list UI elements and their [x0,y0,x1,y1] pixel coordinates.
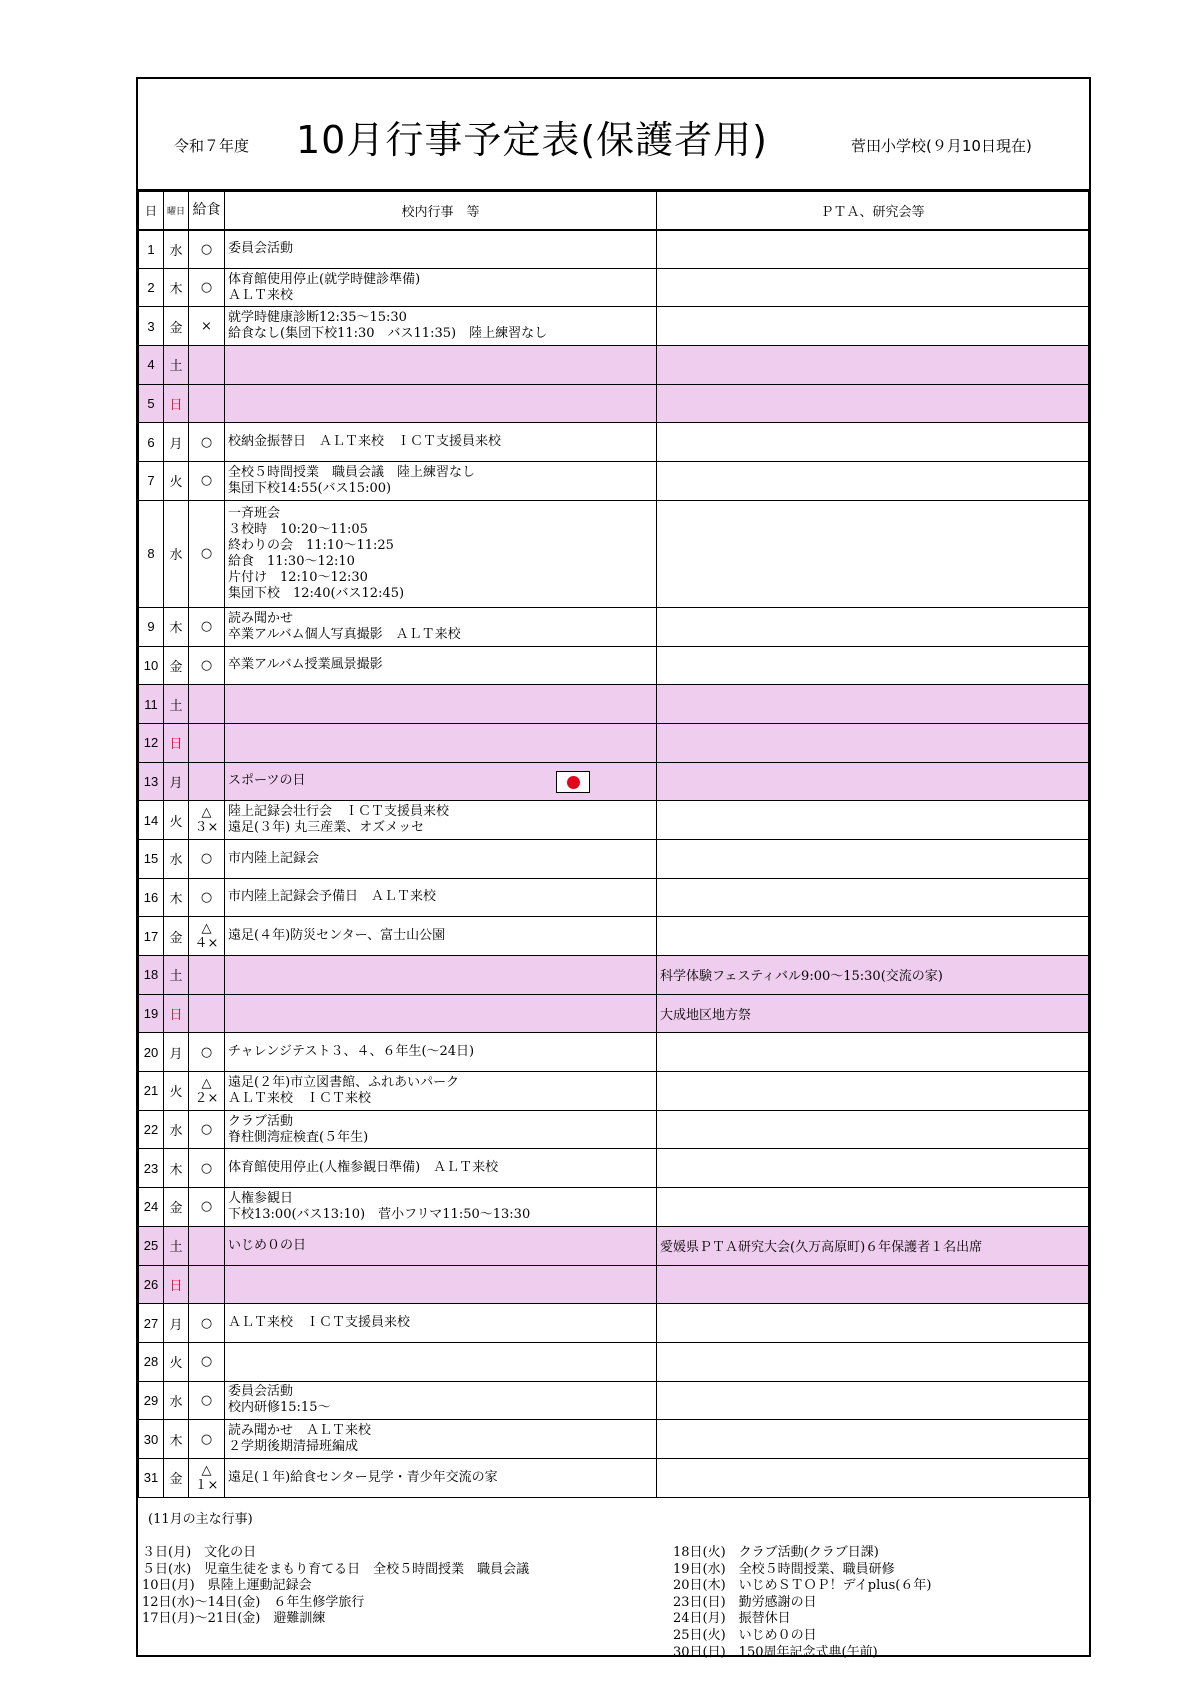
pta-cell [657,723,1089,762]
pta-cell [657,1420,1089,1459]
day-cell: 10 [139,646,164,685]
table-row [139,1342,1089,1381]
weekday-cell: 木 [164,878,189,917]
table-row [139,1458,1089,1497]
events-cell [225,685,657,724]
meal-mark: ２× [194,1090,219,1106]
table-row [139,307,1089,346]
events-cell [225,1188,657,1227]
event-line: 陸上記録会壮行会 ＩＣＴ支援員来校 [228,804,450,820]
meal-cell [189,839,225,878]
day-cell: 22 [139,1110,164,1149]
weekday-cell: 木 [164,1420,189,1459]
meal-mark: ○ [200,889,213,905]
pta-cell [657,917,1089,956]
table-row [139,956,1089,995]
weekday-cell: 水 [164,1381,189,1420]
event-line: ＡＬＴ来校 ＩＣＴ来校 [228,1090,372,1106]
day-cell: 20 [139,1033,164,1072]
meal-cell [189,1033,225,1072]
events-cell [225,994,657,1033]
table-row [139,1226,1089,1265]
november-item: 12日(水)～14日(金) ６年生修学旅行 [142,1594,365,1610]
events-cell [225,1033,657,1072]
pta-cell: 科学体験フェスティバル9:00～15:30(交流の家) [657,956,1089,995]
event-line: 給食 11:30～12:10 [228,553,355,569]
pta-cell [657,1458,1089,1497]
events-cell [225,1304,657,1343]
event-line: 遠足(３年) 丸三産業、オズメッセ [228,820,425,836]
event-line: 委員会活動 [228,241,294,257]
meal-cell [189,1458,225,1497]
weekday-cell: 水 [164,500,189,607]
weekday-cell: 火 [164,462,189,501]
table-row [139,1265,1089,1304]
meal-mark: ３× [194,820,219,836]
meal-mark: ○ [200,241,213,257]
pta-cell [657,839,1089,878]
pta-cell [657,1033,1089,1072]
col-events-header: 校内行事 等 [225,192,657,230]
table-row [139,268,1089,307]
events-cell [225,500,657,607]
table-row [139,723,1089,762]
pta-cell [657,423,1089,462]
meal-cell [189,878,225,917]
events-cell [225,723,657,762]
november-list-right [673,1545,931,1661]
meal-mark: ○ [200,1160,213,1176]
table-row [139,1110,1089,1149]
meal-mark: ○ [200,280,213,296]
meal-mark: ○ [200,1431,213,1447]
meal-mark: ○ [200,1354,213,1370]
events-cell [225,1072,657,1111]
weekday-cell: 金 [164,646,189,685]
meal-mark: △ [201,1462,212,1478]
event-line: 脊柱側湾症検査(５年生) [228,1129,369,1145]
events-cell [225,1381,657,1420]
events-cell [225,423,657,462]
meal-mark: ４× [194,936,219,952]
event-line: 遠足(１年)給食センター見学・青少年交流の家 [228,1469,498,1485]
meal-mark: １× [194,1477,219,1493]
pta-cell [657,384,1089,423]
day-cell: 14 [139,801,164,840]
meal-cell [189,1381,225,1420]
event-line: 委員会活動 [228,1384,294,1400]
meal-cell [189,1342,225,1381]
table-row [139,230,1089,269]
table-row [139,500,1089,607]
events-cell [225,1226,657,1265]
events-cell [225,462,657,501]
november-item: ５日(水) 児童生徒をまもり育てる日 全校５時間授業 職員会議 [142,1561,530,1577]
meal-cell [189,1188,225,1227]
weekday-cell: 日 [164,723,189,762]
pta-cell [657,1265,1089,1304]
meal-mark: ○ [200,1315,213,1331]
event-line: 市内陸上記録会 [228,850,320,866]
meal-cell [189,1420,225,1459]
november-item: 24日(月) 振替休日 [673,1611,791,1627]
weekday-cell: 土 [164,346,189,385]
table-row [139,1420,1089,1459]
pta-cell [657,1149,1089,1188]
meal-cell [189,346,225,385]
table-row [139,462,1089,501]
event-line: いじめ０の日 [228,1237,307,1253]
schedule-table [138,191,1089,1498]
pta-cell [657,1342,1089,1381]
day-cell: 19 [139,994,164,1033]
pta-cell [657,346,1089,385]
meal-mark: ○ [200,619,213,635]
events-cell [225,1420,657,1459]
day-cell: 1 [139,230,164,269]
meal-mark: × [201,318,212,334]
table-row [139,762,1089,801]
event-line: ＡＬＴ来校 [228,287,294,303]
events-cell [225,878,657,917]
november-item: 30日(日) 150周年記念式典(午前) [673,1644,878,1660]
event-line: 一斉班会 [228,505,281,521]
weekday-cell: 土 [164,685,189,724]
november-list-left [142,1545,529,1628]
day-cell: 16 [139,878,164,917]
day-cell: 8 [139,500,164,607]
day-cell: 17 [139,917,164,956]
weekday-cell: 水 [164,839,189,878]
col-meal-header: 給食 [189,192,225,230]
events-cell [225,801,657,840]
meal-cell [189,607,225,646]
pta-cell [657,685,1089,724]
col-weekday-header: 曜日 [164,192,189,230]
meal-mark: ○ [200,851,213,867]
day-cell: 30 [139,1420,164,1459]
day-cell: 24 [139,1188,164,1227]
events-cell [225,384,657,423]
page-title: 10月行事予定表(保護者用) [296,118,769,162]
table-row [139,1381,1089,1420]
event-line: 体育館使用停止(人権参観日準備) ＡＬＴ来校 [228,1160,499,1176]
day-cell: 26 [139,1265,164,1304]
japan-flag-icon [556,771,590,793]
pta-cell [657,230,1089,269]
day-cell: 28 [139,1342,164,1381]
pta-cell [657,500,1089,607]
november-item: 25日(火) いじめ０の日 [673,1627,817,1643]
event-line: チャレンジテスト３、４、６年生(～24日) [228,1044,475,1060]
day-cell: 5 [139,384,164,423]
november-item: 23日(日) 勤労感謝の日 [673,1594,817,1610]
meal-cell [189,1072,225,1111]
weekday-cell: 火 [164,1342,189,1381]
day-cell: 12 [139,723,164,762]
meal-cell [189,307,225,346]
meal-cell [189,723,225,762]
day-cell: 23 [139,1149,164,1188]
table-row [139,384,1089,423]
pta-cell: 大成地区地方祭 [657,994,1089,1033]
event-line: 卒業アルバム個人写真撮影 ＡＬＴ来校 [228,626,461,642]
weekday-cell: 火 [164,801,189,840]
event-line: クラブ活動 [228,1113,294,1129]
table-row [139,839,1089,878]
november-item: 19日(水) 全校５時間授業、職員研修 [673,1561,895,1577]
event-line: 校納金振替日 ＡＬＴ来校 ＩＣＴ支援員来校 [228,434,502,450]
event-line: 読み聞かせ [228,610,294,626]
event-line: ＡＬＴ来校 ＩＣＴ支援員来校 [228,1315,411,1331]
day-cell: 13 [139,762,164,801]
day-cell: 29 [139,1381,164,1420]
day-cell: 7 [139,462,164,501]
event-line: 遠足(４年)防災センター、富士山公園 [228,928,446,944]
event-line: 遠足(２年)市立図書館、ふれあいパーク [228,1074,460,1090]
pta-cell [657,878,1089,917]
meal-mark: ○ [200,1199,213,1215]
day-cell: 2 [139,268,164,307]
november-events [138,1505,1089,1660]
event-line: 市内陸上記録会予備日 ＡＬＴ来校 [228,889,437,905]
pta-cell [657,1072,1089,1111]
schedule-sheet [136,77,1091,1660]
meal-cell [189,1265,225,1304]
event-line: 全校５時間授業 職員会議 陸上練習なし [228,464,476,480]
pta-cell [657,268,1089,307]
weekday-cell: 木 [164,268,189,307]
meal-cell [189,646,225,685]
meal-cell [189,500,225,607]
events-cell [225,268,657,307]
meal-cell [189,384,225,423]
events-cell [225,762,657,801]
event-line: スポーツの日 [228,773,306,789]
weekday-cell: 土 [164,956,189,995]
event-line: 人権参観日 [228,1190,294,1206]
events-cell [225,607,657,646]
weekday-cell: 土 [164,1226,189,1265]
meal-mark: ○ [200,657,213,673]
table-row [139,1188,1089,1227]
table-row [139,346,1089,385]
meal-cell [189,956,225,995]
november-item: ３日(月) 文化の日 [142,1545,257,1560]
pta-cell [657,1304,1089,1343]
pta-cell [657,307,1089,346]
table-row [139,1304,1089,1343]
weekday-cell: 金 [164,307,189,346]
col-pta-header: ＰＴＡ、研究会等 [657,192,1089,230]
fiscal-year: 令和７年度 [174,137,250,155]
table-row [139,917,1089,956]
meal-mark: △ [201,921,212,937]
schedule-body [139,230,1089,1498]
pta-cell [657,462,1089,501]
meal-cell [189,423,225,462]
event-line: 読み聞かせ ＡＬＴ来校 [228,1423,372,1439]
events-cell [225,917,657,956]
pta-cell [657,1381,1089,1420]
event-line: 集団下校 12:40(バス12:45) [228,585,405,601]
events-cell [225,1149,657,1188]
table-row [139,801,1089,840]
event-line: 終わりの会 11:10～11:25 [228,537,394,553]
day-cell: 4 [139,346,164,385]
pta-cell [657,762,1089,801]
weekday-cell: 火 [164,1072,189,1111]
weekday-cell: 木 [164,1149,189,1188]
col-day-header: 日 [139,192,164,230]
event-line: 卒業アルバム授業風景撮影 [228,657,383,673]
meal-cell [189,230,225,269]
event-line: 片付け 12:10～12:30 [228,569,368,585]
pta-cell [657,646,1089,685]
weekday-cell: 月 [164,1304,189,1343]
weekday-cell: 水 [164,230,189,269]
table-row [139,1033,1089,1072]
day-cell: 15 [139,839,164,878]
weekday-cell: 月 [164,1033,189,1072]
meal-cell [189,1304,225,1343]
table-row [139,607,1089,646]
november-item: 18日(火) クラブ活動(クラブ日課) [673,1545,879,1560]
table-row [139,685,1089,724]
day-cell: 25 [139,1226,164,1265]
meal-mark: ○ [200,1122,213,1138]
events-cell [225,1458,657,1497]
event-line: 体育館使用停止(就学時健診準備) [228,271,421,287]
event-line: 校内研修15:15～ [228,1400,331,1416]
pta-cell [657,801,1089,840]
table-row [139,646,1089,685]
day-cell: 9 [139,607,164,646]
day-cell: 3 [139,307,164,346]
pta-cell: 愛媛県ＰＴＡ研究大会(久万高原町)６年保護者１名出席 [657,1226,1089,1265]
table-row [139,878,1089,917]
weekday-cell: 日 [164,384,189,423]
events-cell [225,1265,657,1304]
meal-mark: △ [201,1075,212,1091]
weekday-cell: 水 [164,1110,189,1149]
events-cell [225,839,657,878]
events-cell [225,1110,657,1149]
meal-mark: ○ [200,546,213,562]
event-line: ３校時 10:20～11:05 [228,521,368,537]
meal-cell [189,801,225,840]
weekday-cell: 日 [164,1265,189,1304]
meal-cell [189,268,225,307]
november-item: 17日(月)～21日(金) 避難訓練 [142,1611,326,1627]
pta-cell [657,1110,1089,1149]
event-line: 給食なし(集団下校11:30 バス11:35) 陸上練習なし [228,326,548,342]
weekday-cell: 月 [164,423,189,462]
weekday-cell: 日 [164,994,189,1033]
table-row [139,1072,1089,1111]
table-row [139,423,1089,462]
day-cell: 21 [139,1072,164,1111]
events-cell [225,307,657,346]
events-cell [225,646,657,685]
meal-cell [189,762,225,801]
day-cell: 6 [139,423,164,462]
event-line: 集団下校14:55(バス15:00) [228,480,392,496]
events-cell [225,956,657,995]
meal-cell [189,994,225,1033]
meal-mark: ○ [200,434,213,450]
event-line: 下校13:00(バス13:10) 菅小フリマ11:50～13:30 [228,1206,531,1222]
meal-cell [189,1226,225,1265]
day-cell: 27 [139,1304,164,1343]
weekday-cell: 月 [164,762,189,801]
events-cell [225,1342,657,1381]
weekday-cell: 金 [164,1188,189,1227]
page-header [138,79,1089,191]
pta-cell [657,607,1089,646]
day-cell: 31 [139,1458,164,1497]
table-header-row [139,192,1089,230]
meal-cell [189,462,225,501]
weekday-cell: 金 [164,1458,189,1497]
weekday-cell: 金 [164,917,189,956]
meal-cell [189,685,225,724]
meal-cell [189,1149,225,1188]
day-cell: 18 [139,956,164,995]
events-cell [225,230,657,269]
november-item: 20日(木) いじめＳＴＯＰ！デイplus(６年) [673,1578,932,1594]
day-cell: 11 [139,685,164,724]
november-item: 10日(月) 県陸上運動記録会 [142,1578,312,1594]
table-row [139,994,1089,1033]
pta-cell [657,1188,1089,1227]
meal-cell [189,1110,225,1149]
school-name: 菅田小学校(９月10日現在) [851,137,1032,155]
events-cell [225,346,657,385]
weekday-cell: 木 [164,607,189,646]
meal-cell [189,917,225,956]
meal-mark: ○ [200,1392,213,1408]
meal-mark: ○ [200,1044,213,1060]
meal-mark: △ [201,805,212,821]
event-line: 就学時健康診断12:35～15:30 [228,310,407,326]
table-row [139,1149,1089,1188]
november-heading: (11月の主な行事) [148,1512,253,1527]
event-line: ２学期後期清掃班編成 [228,1439,359,1455]
meal-mark: ○ [200,473,213,489]
